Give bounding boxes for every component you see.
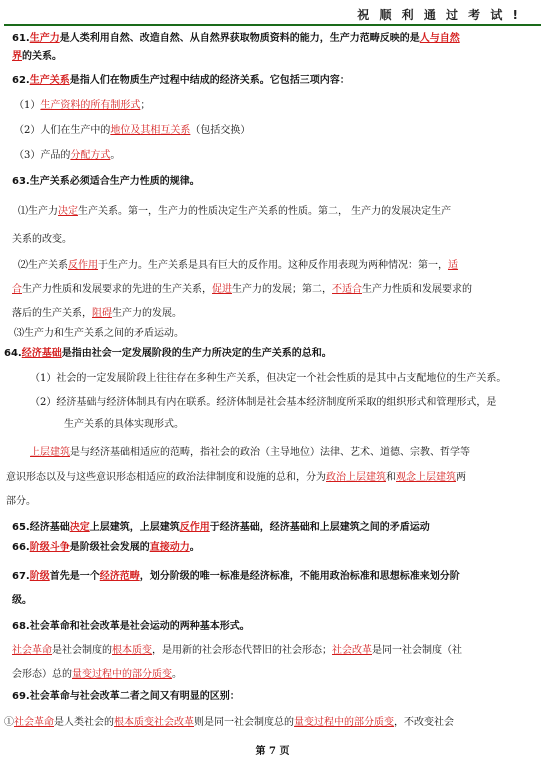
text-segment: 则是同一社会制度总的 xyxy=(194,717,294,728)
highlighted-term: 决定 xyxy=(58,206,78,217)
text-line xyxy=(30,446,545,460)
text-segment: 是同一社会制度（社 xyxy=(372,645,462,656)
text-segment: （包括交换） xyxy=(190,125,251,136)
text-line xyxy=(6,495,545,509)
text-segment: 69.社会革命与社会改革二者之间又有明显的区别： xyxy=(12,691,240,702)
text-segment: 的关系。 xyxy=(22,51,62,62)
text-segment: 62. xyxy=(12,75,30,86)
header-motto: 祝 顺 利 通 过 考 试 ! xyxy=(357,8,521,22)
text-segment: （1） xyxy=(14,100,41,111)
text-segment: 生产力的发展；第二， xyxy=(232,284,332,295)
text-segment: 于经济基础，经济基础和上层建筑之间的矛盾运动 xyxy=(209,522,430,533)
highlighted-term: 上层建筑 xyxy=(30,447,70,458)
text-segment: 生产力性质和发展要求的 xyxy=(362,284,472,295)
text-line xyxy=(12,521,545,535)
text-segment: 意识形态以及与这些意识形态相适应的政治法律制度和设施的总和，分为 xyxy=(6,472,326,483)
highlighted-term: 直接动力 xyxy=(149,542,190,553)
highlighted-term: 生产力 xyxy=(29,33,60,44)
highlighted-term: 政治上层建筑 xyxy=(326,472,386,483)
text-segment: 68.社会革命和社会改革是社会运动的两种基本形式。 xyxy=(12,621,250,632)
highlighted-term: 量变过程中的部分质变 xyxy=(72,669,172,680)
text-segment: ⑶生产力和生产关系之间的矛盾运动。 xyxy=(14,328,184,339)
text-segment: ，划分阶级的唯一标准是经济标准，不能用政治标准和思想标准来划分阶 xyxy=(139,571,460,582)
text-segment: 关系的改变。 xyxy=(12,234,72,245)
highlighted-term: 合 xyxy=(12,284,22,295)
highlighted-term: 经济基础 xyxy=(21,348,62,359)
text-line xyxy=(18,205,545,219)
text-line xyxy=(12,283,545,297)
text-segment: （3）产品的 xyxy=(14,150,71,161)
text-segment: ① xyxy=(4,717,14,728)
text-segment: 生产关系的具体实现形式。 xyxy=(64,419,184,430)
text-segment: 65.经济基础 xyxy=(12,522,70,533)
text-segment: 是与经济基础相适应的范畴，指社会的政治（主导地位）法律、艺术、道德、宗教、哲学等 xyxy=(70,447,470,458)
text-line xyxy=(14,327,545,341)
header-rule xyxy=(4,24,541,26)
text-segment: 是阶级社会发展的 xyxy=(69,542,150,553)
text-line xyxy=(6,471,545,485)
highlighted-term: 分配方式 xyxy=(70,150,111,161)
text-segment: 是人类利用自然、改造自然、从自然界获取物质资料的能力，生产力范畴反映的是 xyxy=(59,33,420,44)
text-segment: 落后的生产关系， xyxy=(12,308,92,319)
page-header xyxy=(0,0,545,26)
text-segment: 。 xyxy=(172,669,182,680)
highlighted-term: 反作用 xyxy=(68,260,98,271)
text-line xyxy=(12,50,545,64)
text-segment: 是指由社会一定发展阶段的生产力所决定的生产关系的总和。 xyxy=(61,348,332,359)
text-segment: 61. xyxy=(12,33,30,44)
text-segment: （1）社会的一定发展阶段上往往存在多种生产关系，但决定一个社会性质的是其中占支配地位的生产关系。 xyxy=(30,373,507,384)
highlighted-term: 生产资料的所有制形式 xyxy=(40,100,141,111)
highlighted-term: 促进 xyxy=(212,284,232,295)
text-segment: 63.生产关系必须适合生产力性质的规律。 xyxy=(12,176,200,187)
text-segment: ，是用新的社会形态代替旧的社会形态； xyxy=(152,645,332,656)
text-segment: 66. xyxy=(12,542,30,553)
text-segment: 于生产力。生产关系是具有巨大的反作用。这种反作用表现为两种情况：第一， xyxy=(98,260,448,271)
text-segment: 首先是一个 xyxy=(49,571,100,582)
text-line xyxy=(12,175,545,189)
highlighted-term: 决定 xyxy=(69,522,90,533)
highlighted-term: 阶级斗争 xyxy=(29,542,70,553)
text-segment: ⑴生产力 xyxy=(18,206,58,217)
text-line xyxy=(12,74,545,88)
text-segment: 是指人们在物质生产过程中结成的经济关系。它包括三项内容： xyxy=(69,75,350,86)
text-line xyxy=(12,32,545,46)
text-line xyxy=(30,396,545,410)
text-line xyxy=(12,307,545,321)
text-segment: 是社会制度的 xyxy=(52,645,112,656)
text-line xyxy=(14,124,545,138)
highlighted-term: 阻碍 xyxy=(92,308,112,319)
text-line xyxy=(4,716,545,730)
text-line xyxy=(4,347,545,361)
text-segment: ； xyxy=(140,100,151,111)
text-segment: 级。 xyxy=(12,595,32,606)
text-line xyxy=(14,149,545,163)
highlighted-term: 经济范畴 xyxy=(99,571,140,582)
text-segment: 生产关系。第一，生产力的性质决定生产关系的性质。第二， 生产力的发展决定生产 xyxy=(78,206,452,217)
highlighted-term: 根本质变 xyxy=(112,645,152,656)
highlighted-term: 地位及其相互关系 xyxy=(110,125,191,136)
text-segment: （2）经济基础与经济体制具有内在联系。经济体制是社会基本经济制度所采取的组织形式和管理形式，是 xyxy=(30,397,497,408)
text-line xyxy=(30,372,545,386)
page-number: 第 7 页 xyxy=(255,746,290,757)
highlighted-term: 适 xyxy=(448,260,458,271)
text-segment: 。 xyxy=(189,542,200,553)
text-segment: 生产力的发展。 xyxy=(112,308,182,319)
text-line xyxy=(12,541,545,555)
text-segment: 部分。 xyxy=(6,496,36,507)
text-line xyxy=(64,418,545,432)
highlighted-term: 社会革命 xyxy=(14,717,54,728)
text-line xyxy=(12,570,545,584)
text-segment: 是人类社会的 xyxy=(54,717,114,728)
text-line xyxy=(18,259,545,273)
text-segment: （2）人们在生产中的 xyxy=(14,125,111,136)
text-line xyxy=(12,644,545,658)
highlighted-term: 社会改革 xyxy=(332,645,372,656)
highlighted-term: 人与自然 xyxy=(419,33,460,44)
text-segment: 上层建筑，上层建筑 xyxy=(89,522,180,533)
text-line xyxy=(12,594,545,608)
text-segment: 64. xyxy=(4,348,22,359)
highlighted-term: 反作用 xyxy=(179,522,210,533)
text-segment: ⑵生产关系 xyxy=(18,260,68,271)
highlighted-term: 阶级 xyxy=(29,571,50,582)
text-segment: 67. xyxy=(12,571,30,582)
highlighted-term: 界 xyxy=(12,51,22,62)
text-segment: ，不改变社会 xyxy=(394,717,454,728)
highlighted-term: 不适合 xyxy=(332,284,362,295)
highlighted-term: 生产关系 xyxy=(29,75,70,86)
text-segment: 。 xyxy=(110,150,121,161)
text-line xyxy=(12,620,545,634)
text-segment: 会形态）总的 xyxy=(12,669,72,680)
highlighted-term: 根本质变社会改革 xyxy=(114,717,194,728)
text-segment: 生产力性质和发展要求的先进的生产关系， xyxy=(22,284,212,295)
text-line xyxy=(14,99,545,113)
text-line xyxy=(12,690,545,704)
highlighted-term: 社会革命 xyxy=(12,645,52,656)
text-line xyxy=(12,668,545,682)
highlighted-term: 量变过程中的部分质变 xyxy=(294,717,394,728)
text-segment: 和 xyxy=(386,472,396,483)
text-line xyxy=(12,233,545,247)
highlighted-term: 观念上层建筑 xyxy=(396,472,456,483)
text-segment: 两 xyxy=(456,472,466,483)
